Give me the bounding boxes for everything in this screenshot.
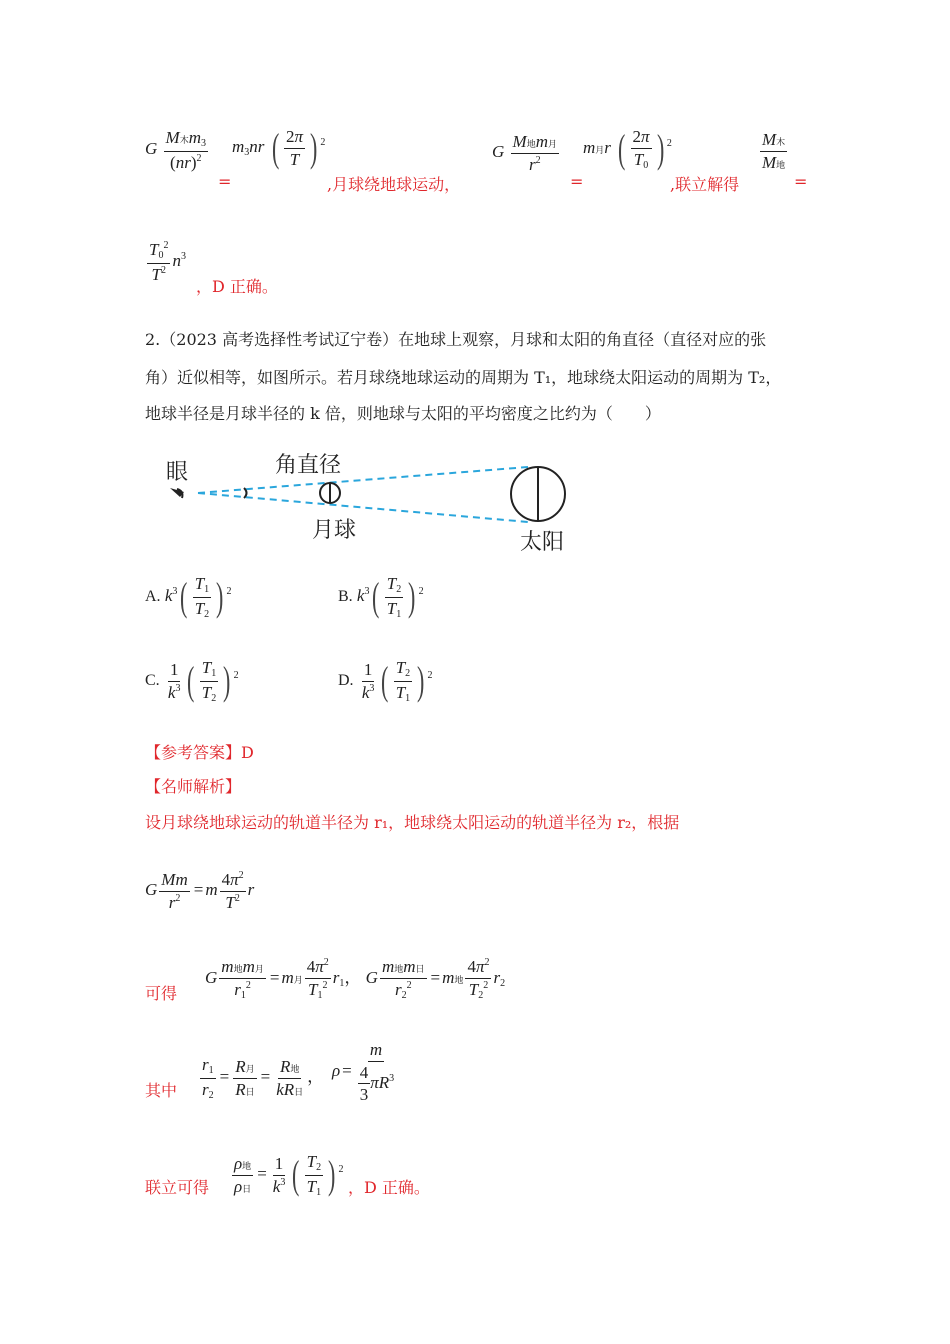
equals-3: = bbox=[794, 172, 808, 191]
question-line-3: 地球半径是月球半径的 k 倍，则地球与太阳的平均密度之比约为（ ） bbox=[145, 404, 661, 423]
option-c[interactable]: C. $\frac{1}{k^3}$ ( $\frac{T_1}{T_2}$ ) $^2$ bbox=[145, 658, 239, 704]
angular-diameter-diagram bbox=[150, 445, 590, 560]
equals-2: = bbox=[570, 172, 584, 191]
formula-density: ρ = m $\frac{4}{3}$ $\pi R^3$ bbox=[332, 1040, 395, 1105]
formula-line-1c: G $\frac{\text{M地m月}}{r^2}$ bbox=[492, 132, 558, 174]
sight-line-top bbox=[198, 467, 528, 493]
option-a[interactable]: A. $k^3$( $\frac{T_1}{T_2}$ ) $^2$ bbox=[145, 574, 232, 620]
text-solve: ,联立解得 bbox=[670, 175, 740, 194]
question-line-1: 2.（2023 高考选择性考试辽宁卷）在地球上观察，月球和太阳的角直径（直径对应的张 bbox=[145, 330, 767, 349]
analysis-title: 【名师解析】 bbox=[145, 777, 242, 796]
formula-line-1d: m月r ( $\frac{2\pi}{T_0}$ ) $^2$ bbox=[583, 126, 672, 172]
formula-moon-earth: G $\frac{\text{m地m月}}{r_1^2}$ = m月 $\frac{4\pi^2}{T_1^2}$ $r_1$， G $\frac{\text{m地m日}}{r_2^2}$ = m地 $\frac{4\pi^2}{T_2^2}$ $r_2$ bbox=[205, 957, 506, 1001]
equals-1: = bbox=[218, 172, 232, 191]
angle-label: 角直径 bbox=[275, 453, 342, 478]
angle-arc bbox=[244, 488, 247, 498]
label-ke-de: 可得 bbox=[145, 984, 178, 1003]
text-moon-orbit: ,月球绕地球运动， bbox=[327, 175, 461, 194]
question-line-2: 角）近似相等，如图所示。若月球绕地球运动的周期为 T₁，地球绕太阳运动的周期为 T₂， bbox=[145, 368, 782, 387]
sight-line-bottom bbox=[198, 493, 528, 522]
formula-line-1: G $\frac{M木m_3}{(nr)^2}$ bbox=[145, 128, 206, 172]
formula-density-ratio: $\frac{\text{ρ地}}{\text{ρ日}}$ = $\frac{1}{k^3}$ ( $\frac{T_2}{T_1}$ ) $^2$ bbox=[234, 1152, 344, 1198]
text-d-correct-1: ，D 正确。 bbox=[196, 277, 278, 296]
formula-line-2: $\frac{T_0^2}{T^2}$ $n^3$ bbox=[149, 240, 186, 284]
label-lian-li: 联立可得 bbox=[145, 1178, 210, 1197]
option-d[interactable]: D. $\frac{1}{k^3}$ ( $\frac{T_2}{T_1}$ ) $^2$ bbox=[338, 658, 433, 704]
conclusion: ，D 正确。 bbox=[348, 1178, 430, 1197]
formula-gravity: G $\frac{Mm}{r^2}$ = m $\frac{4\pi^2}{T^2}$ r bbox=[145, 870, 255, 912]
formula-radius-ratio: $\frac{r_1}{r_2}$ = $\frac{\text{R月}}{\text{R日}}$ = $\frac{\text{R地}}{\text{kR日}}$ ， bbox=[202, 1055, 325, 1101]
formula-line-1b: $m_3nr$ ( $\frac{2\pi}{T}$ ) $^2$ bbox=[232, 125, 326, 171]
moon-label: 月球 bbox=[312, 518, 357, 543]
option-b[interactable]: B. $k^3$( $\frac{T_2}{T_1}$ ) $^2$ bbox=[338, 574, 424, 620]
eye-icon bbox=[170, 488, 184, 498]
sun-label: 太阳 bbox=[520, 530, 565, 555]
label-qi-zhong: 其中 bbox=[145, 1081, 178, 1100]
analysis-line-1: 设月球绕地球运动的轨道半径为 r₁，地球绕太阳运动的轨道半径为 r₂，根据 bbox=[145, 813, 680, 832]
eye-label: 眼 bbox=[166, 460, 189, 485]
reference-answer: 【参考答案】D bbox=[145, 743, 254, 762]
formula-ratio: $\frac{\text{M木}}{\text{M地}}$ bbox=[762, 130, 786, 172]
